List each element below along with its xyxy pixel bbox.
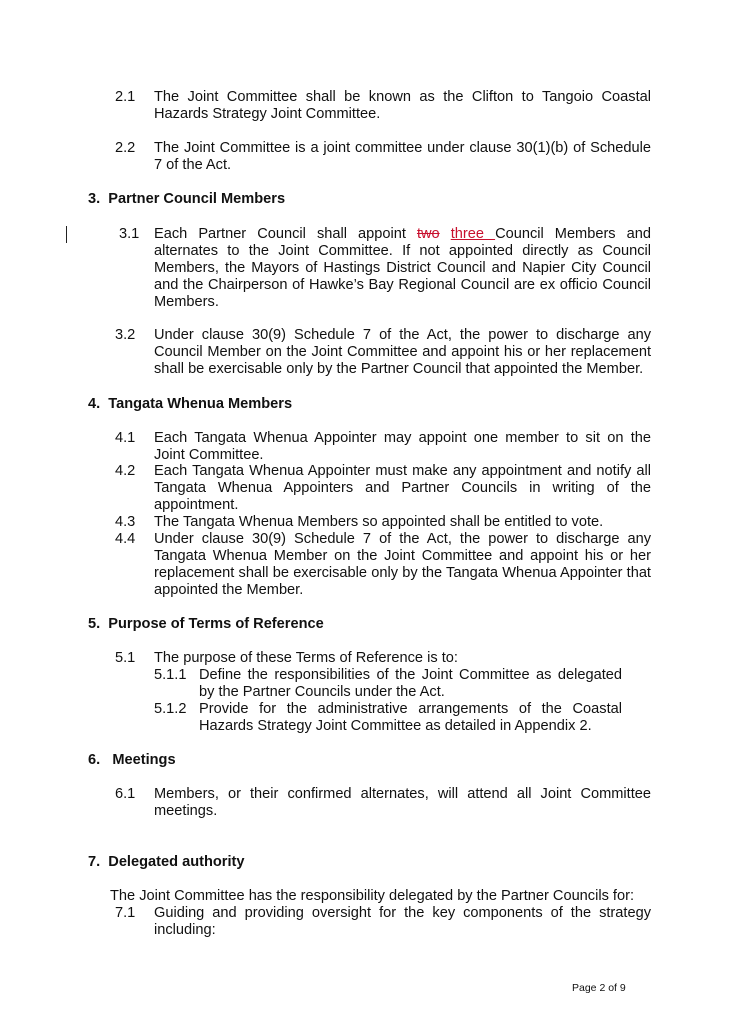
clause-text: Under clause 30(9) Schedule 7 of the Act, the power to discharge any Council Member on the Joint Committee and appoint his or her replacement shall be exercisable only by the Partner Council that appointed the Member. [154, 327, 651, 377]
clause-text: The Joint Committee shall be known as the Clifton to Tangoio Coastal Hazards Strategy Joint Committee. [154, 89, 651, 122]
clause-number: 4.2 [115, 463, 136, 479]
clause-text: The Tangata Whenua Members so appointed shall be entitled to vote. [154, 514, 604, 530]
section-heading-4 [88, 396, 292, 413]
clause-text-with-revision [154, 226, 651, 311]
section-heading-5 [88, 616, 324, 633]
section-number: 3. [88, 191, 101, 207]
section-number: 6. [88, 752, 101, 768]
clause-number: 4.4 [115, 531, 136, 547]
subclause-number: 5.1.1 [154, 667, 187, 683]
section-title: Tangata Whenua Members [108, 396, 293, 412]
section-heading-7 [88, 854, 245, 871]
clause-number: 7.1 [115, 905, 136, 921]
section-intro: The Joint Committee has the responsibility delegated by the Partner Councils for: [110, 888, 635, 904]
clause-number: 4.1 [115, 430, 136, 446]
revision-change-bar [66, 226, 67, 243]
tracked-deletion: two [416, 226, 440, 242]
section-number: 5. [88, 616, 101, 632]
subclause-text: Provide for the administrative arrangements of the Coastal Hazards Strategy Joint Committee as detailed in Appendix 2. [199, 701, 622, 734]
clause-text: Under clause 30(9) Schedule 7 of the Act, the power to discharge any Tangata Whenua Member on the Joint Committee and appoint his or her replacement shall be exercisable only by the Tangata Whenua Appointer that appointed the Member. [154, 531, 651, 598]
clause-text: Each Tangata Whenua Appointer may appoint one member to sit on the Joint Committee. [154, 430, 651, 463]
section-number: 4. [88, 396, 101, 412]
clause-text: Members, or their confirmed alternates, will attend all Joint Committee meetings. [154, 786, 651, 819]
section-number: 7. [88, 854, 101, 870]
section-title: Meetings [112, 752, 176, 768]
clause-text: Guiding and providing oversight for the key components of the strategy including: [154, 905, 651, 938]
clause-number: 2.1 [115, 89, 136, 105]
section-title: Partner Council Members [108, 191, 286, 207]
section-title: Delegated authority [108, 854, 245, 870]
clause-number: 6.1 [115, 786, 136, 802]
clause-text: Each Tangata Whenua Appointer must make any appointment and notify all Tangata Whenua Appointers and Partner Councils in writing of the appointment. [154, 463, 651, 513]
clause-number: 3.2 [115, 327, 136, 343]
clause-text-part: Council Members and alternates to the Joint Committee. If not appointed directly as Council Members, the Mayors of Hastings District Council and Napier City Council and the Chairperson of Hawke’s Bay Regional Council are ex officio Council Members. [154, 226, 652, 310]
subclause-text: Define the responsibilities of the Joint Committee as delegated by the Partner Councils under the Act. [199, 667, 622, 700]
subclause-number: 5.1.2 [154, 701, 187, 717]
clause-number: 4.3 [115, 514, 136, 530]
clause-text-part: Each Partner Council shall appoint [154, 226, 417, 242]
tracked-insertion: three [450, 226, 496, 242]
clause-text: The Joint Committee is a joint committee under clause 30(1)(b) of Schedule 7 of the Act. [154, 140, 651, 173]
page-number: Page 2 of 9 [572, 982, 626, 994]
clause-number: 5.1 [115, 650, 136, 666]
clause-number: 3.1 [119, 226, 140, 242]
clause-text: The purpose of these Terms of Reference is to: [154, 650, 458, 666]
section-title: Purpose of Terms of Reference [108, 616, 324, 632]
section-heading-3 [88, 191, 285, 208]
section-heading-6 [88, 752, 176, 769]
clause-number: 2.2 [115, 140, 136, 156]
